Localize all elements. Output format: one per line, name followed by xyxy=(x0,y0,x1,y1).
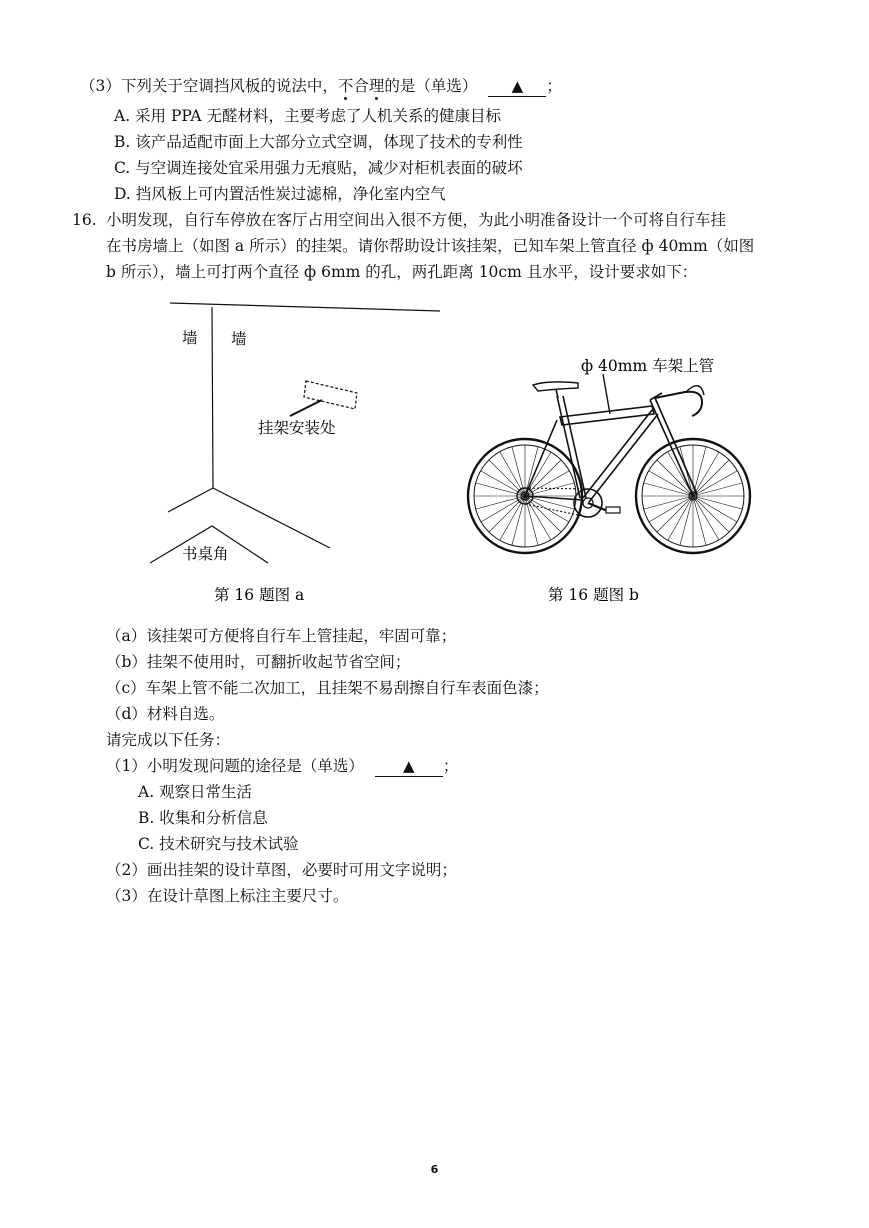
floor-left-line xyxy=(168,488,213,512)
tube-label: ф 40mm 车架上管 xyxy=(581,357,715,375)
task-intro: 请完成以下任务： xyxy=(106,731,231,749)
q3-option-b: B. 该产品适配市面上大部分立式空调，体现了技术的专利性 xyxy=(114,133,523,151)
task-1-end: ； xyxy=(442,757,459,775)
seat-tube xyxy=(557,396,580,498)
q16-line-2: 在书房墙上（如图 a 所示）的挂架。请你帮助设计该挂架，已知车架上管直径 ф 40mm（如图 xyxy=(106,237,755,255)
q3-stem-char: 合 xyxy=(353,77,369,95)
page-number: 6 xyxy=(430,1163,439,1176)
wall-label-left: 墙 xyxy=(182,329,198,347)
bike-frame xyxy=(525,393,697,502)
requirement-b: （b）挂架不使用时，可翻折收起节省空间； xyxy=(106,653,411,671)
q3-option-c: C. 与空调连接处宜采用强力无痕贴，减少对柜机表面的破坏 xyxy=(114,159,523,177)
task-1 xyxy=(106,756,458,777)
mount-label: 挂架安装处 xyxy=(258,419,336,437)
tube-leader-line xyxy=(603,374,610,414)
figure-a-caption: 第 16 题图 a xyxy=(214,586,305,604)
task-1-option-a: A. 观察日常生活 xyxy=(138,783,253,801)
seat-stay xyxy=(525,420,557,496)
leader-line xyxy=(290,400,322,416)
top-tube xyxy=(560,406,654,425)
q16-number: 16. xyxy=(72,211,97,229)
ceiling-line xyxy=(170,303,440,311)
task-3: （3）在设计草图上标注主要尺寸。 xyxy=(106,887,349,905)
q3-option-d: D. 挡风板上可内置活性炭过滤棉，净化室内空气 xyxy=(114,185,446,203)
q16-line-1: 小明发现，自行车停放在客厅占用空间出入很不方便，为此小明准备设计一个可将自行车挂 xyxy=(106,211,727,229)
triangle-icon: ▲ xyxy=(511,77,524,95)
task-1-stem: （1）小明发现问题的途径是（单选） xyxy=(106,757,364,775)
task-1-option-b: B. 收集和分析信息 xyxy=(138,809,268,827)
wall-corner-line xyxy=(212,307,213,488)
fork xyxy=(650,400,693,496)
requirement-c: （c）车架上管不能二次加工，且挂架不易刮擦自行车表面色漆； xyxy=(106,679,549,697)
answer-blank xyxy=(375,756,443,777)
down-tube xyxy=(583,410,652,498)
task-1-option-c: C. 技术研究与技术试验 xyxy=(138,835,299,853)
q3-option-a: A. 采用 PPA 无醛材料，主要考虑了人机关系的健康目标 xyxy=(114,107,502,125)
requirement-a: （a）该挂架可方便将自行车上管挂起，牢固可靠； xyxy=(106,627,457,645)
figure-b-caption: 第 16 题图 b xyxy=(548,586,639,604)
q3-stem-text: （3）下列关于空调挡风板的说法中， xyxy=(80,77,338,95)
q3-stem-suffix: 的是（单选） xyxy=(384,77,478,95)
emphasis-dot-char: 不 xyxy=(337,77,354,95)
emphasis-dot-char: 理 xyxy=(368,77,385,95)
q3-stem-end: ； xyxy=(546,77,562,95)
wall-label-right: 墙 xyxy=(231,330,247,348)
pedal xyxy=(606,507,620,513)
triangle-icon: ▲ xyxy=(403,757,415,775)
desk-label: 书桌角 xyxy=(182,545,229,563)
floor-right-line xyxy=(213,488,330,548)
requirement-d: （d）材料自选。 xyxy=(106,705,225,723)
task-2: （2）画出挂架的设计草图，必要时可用文字说明； xyxy=(106,861,457,879)
figure-b-bicycle xyxy=(468,374,750,553)
q16-line-3: b 所示），墙上可打两个直径 ф 6mm 的孔，两孔距离 10cm 且水平，设计要求如下： xyxy=(106,263,698,281)
